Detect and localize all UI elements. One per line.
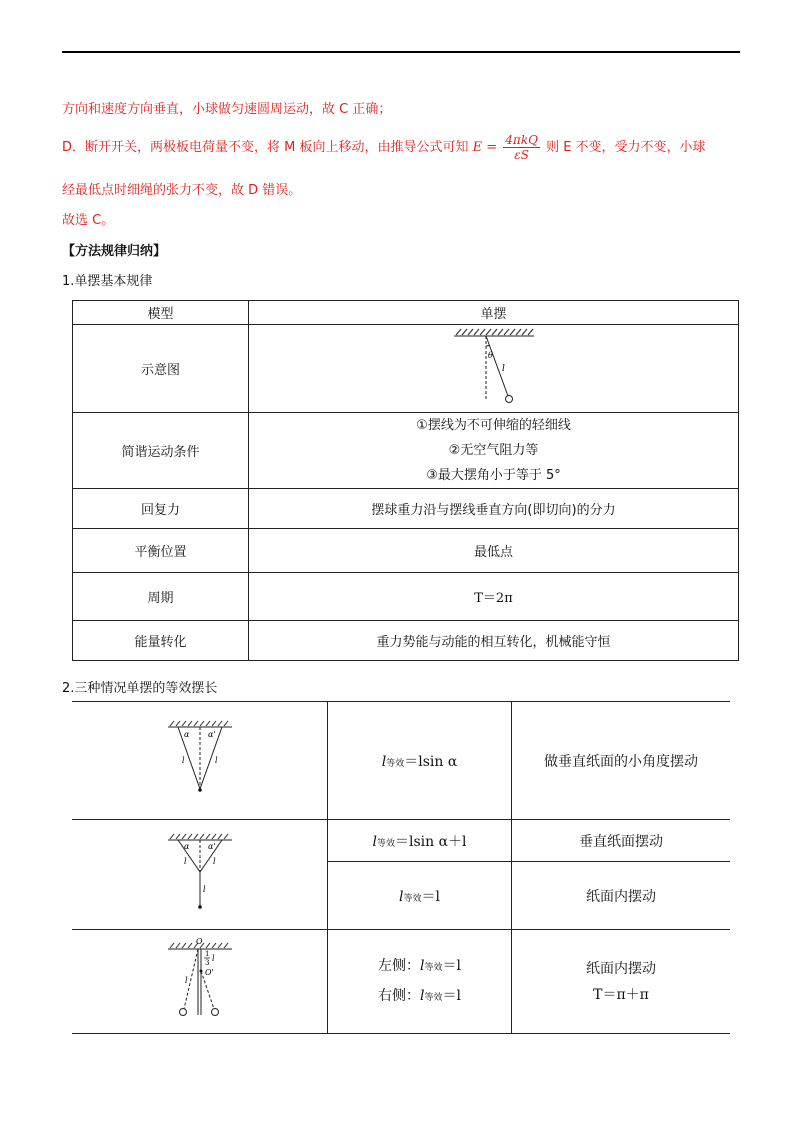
alpha-label: α [183,841,189,851]
left-length-label: l [183,856,187,866]
case2a-expression: ＝lsin α＋l [394,833,467,850]
table1-row-diagram-label: 示意图 [73,325,249,413]
right-length-label: l [212,856,216,866]
simple-pendulum-diagram [444,326,544,408]
third-denominator: 3 [204,958,209,967]
nail-pendulum-diagram [160,935,240,1025]
case2b-description: 纸面内摆动 [512,862,731,930]
third-numerator: 1 [204,949,209,958]
case2b-formula [328,862,512,930]
table1-diagram-cell [249,325,739,413]
left-length-label: l [181,755,185,765]
l-symbol: l [399,888,404,905]
right-side-prefix: 右侧： [378,987,420,1004]
table1-row-equilibrium-label: 平衡位置 [73,529,249,573]
angle-label: θ [487,350,493,360]
header-rule [62,51,740,53]
lower-length-label: l [202,884,206,894]
v-pendulum-diagram [160,719,240,799]
table1-restoring-value: 摆球重力沿与摆线垂直方向(即切向)的分力 [249,489,739,529]
alpha-label: α [183,729,189,739]
left-side-prefix: 左侧： [378,957,420,974]
alpha-prime-label: α' [207,729,216,739]
right-length-label: l [214,755,218,765]
formula-numerator: 4πkQ [505,133,538,147]
condition-1: ①摆线为不可伸缩的轻细线 [416,418,571,433]
case3-description [512,930,731,1034]
y-pendulum-diagram [160,832,240,914]
solution-line-2 [62,133,706,162]
case3-period: T＝π＋π [593,986,649,1003]
third-length-label: l [211,953,215,963]
pendulum-rules-table [72,300,739,661]
case1-expression: ＝lsin α [404,753,458,770]
solution-line-1: 方向和速度方向垂直，小球做匀速圆周运动，故 C 正确； [62,102,392,117]
alpha-prime-label: α' [207,841,216,851]
l-symbol: l [372,833,377,850]
length-label: l [501,363,505,374]
equivalent-length-table [72,701,730,1034]
solution-line-2-post: 则 E 不变，受力不变，小球 [546,140,706,155]
case3-figure-cell [72,930,328,1034]
subsection-title-2: 2.三种情况单摆的等效摆长 [62,681,218,696]
subscript-equivalent: 等效 [403,893,422,904]
case2-figure-cell [72,820,328,930]
case3-left-expression: ＝l [442,957,461,974]
case2a-description: 垂直纸面摆动 [512,820,731,862]
case3-right [328,982,511,1012]
table1-header-model: 模型 [73,301,249,325]
left-length-label: l [184,975,188,985]
subscript-equivalent: 等效 [386,758,405,769]
formula-fraction [503,133,540,162]
section-title: 【方法规律归纳】 [62,244,167,259]
solution-line-2-pre: D．断开开关，两极板电荷量不变，将 M 板向上移动，由推导公式可知 [62,140,469,155]
subscript-equivalent: 等效 [424,992,443,1003]
table1-row-energy-label: 能量转化 [73,621,249,661]
table1-header-pendulum: 单摆 [249,301,739,325]
table1-row-conditions-label: 简谐运动条件 [73,413,249,489]
subscript-equivalent: 等效 [424,962,443,973]
nail-o-prime-label: O' [204,967,214,977]
formula-denominator: εS [514,148,529,162]
case3-right-expression: ＝l [442,987,461,1004]
pivot-o-label: O [195,936,203,946]
condition-2: ②无空气阻力等 [448,443,539,458]
formula-lhs: E = [472,140,498,155]
l-symbol: l [420,987,425,1004]
case1-description: 做垂直纸面的小角度摆动 [512,702,731,820]
case2a-formula [328,820,512,862]
table1-equilibrium-value: 最低点 [249,529,739,573]
solution-line-4: 故选 C。 [62,213,115,228]
case3-formula [328,930,512,1034]
case3-left [328,952,511,982]
l-symbol: l [381,753,387,770]
case2b-expression: ＝l [421,888,440,905]
table1-energy-value: 重力势能与动能的相互转化，机械能守恒 [249,621,739,661]
table1-period-value: T＝2π [249,573,739,621]
l-symbol: l [420,957,425,974]
table1-row-period-label: 周期 [73,573,249,621]
solution-line-3: 经最低点时细绳的张力不变，故 D 错误。 [62,183,302,198]
table1-row-restoring-label: 回复力 [73,489,249,529]
case3-description-line1: 纸面内摆动 [586,960,656,977]
table1-conditions-cell [249,413,739,489]
case1-formula [328,702,512,820]
case1-figure-cell [72,702,328,820]
subscript-equivalent: 等效 [376,838,395,849]
condition-3: ③最大摆角小于等于 5° [426,468,561,483]
subsection-title-1: 1.单摆基本规律 [62,274,153,289]
